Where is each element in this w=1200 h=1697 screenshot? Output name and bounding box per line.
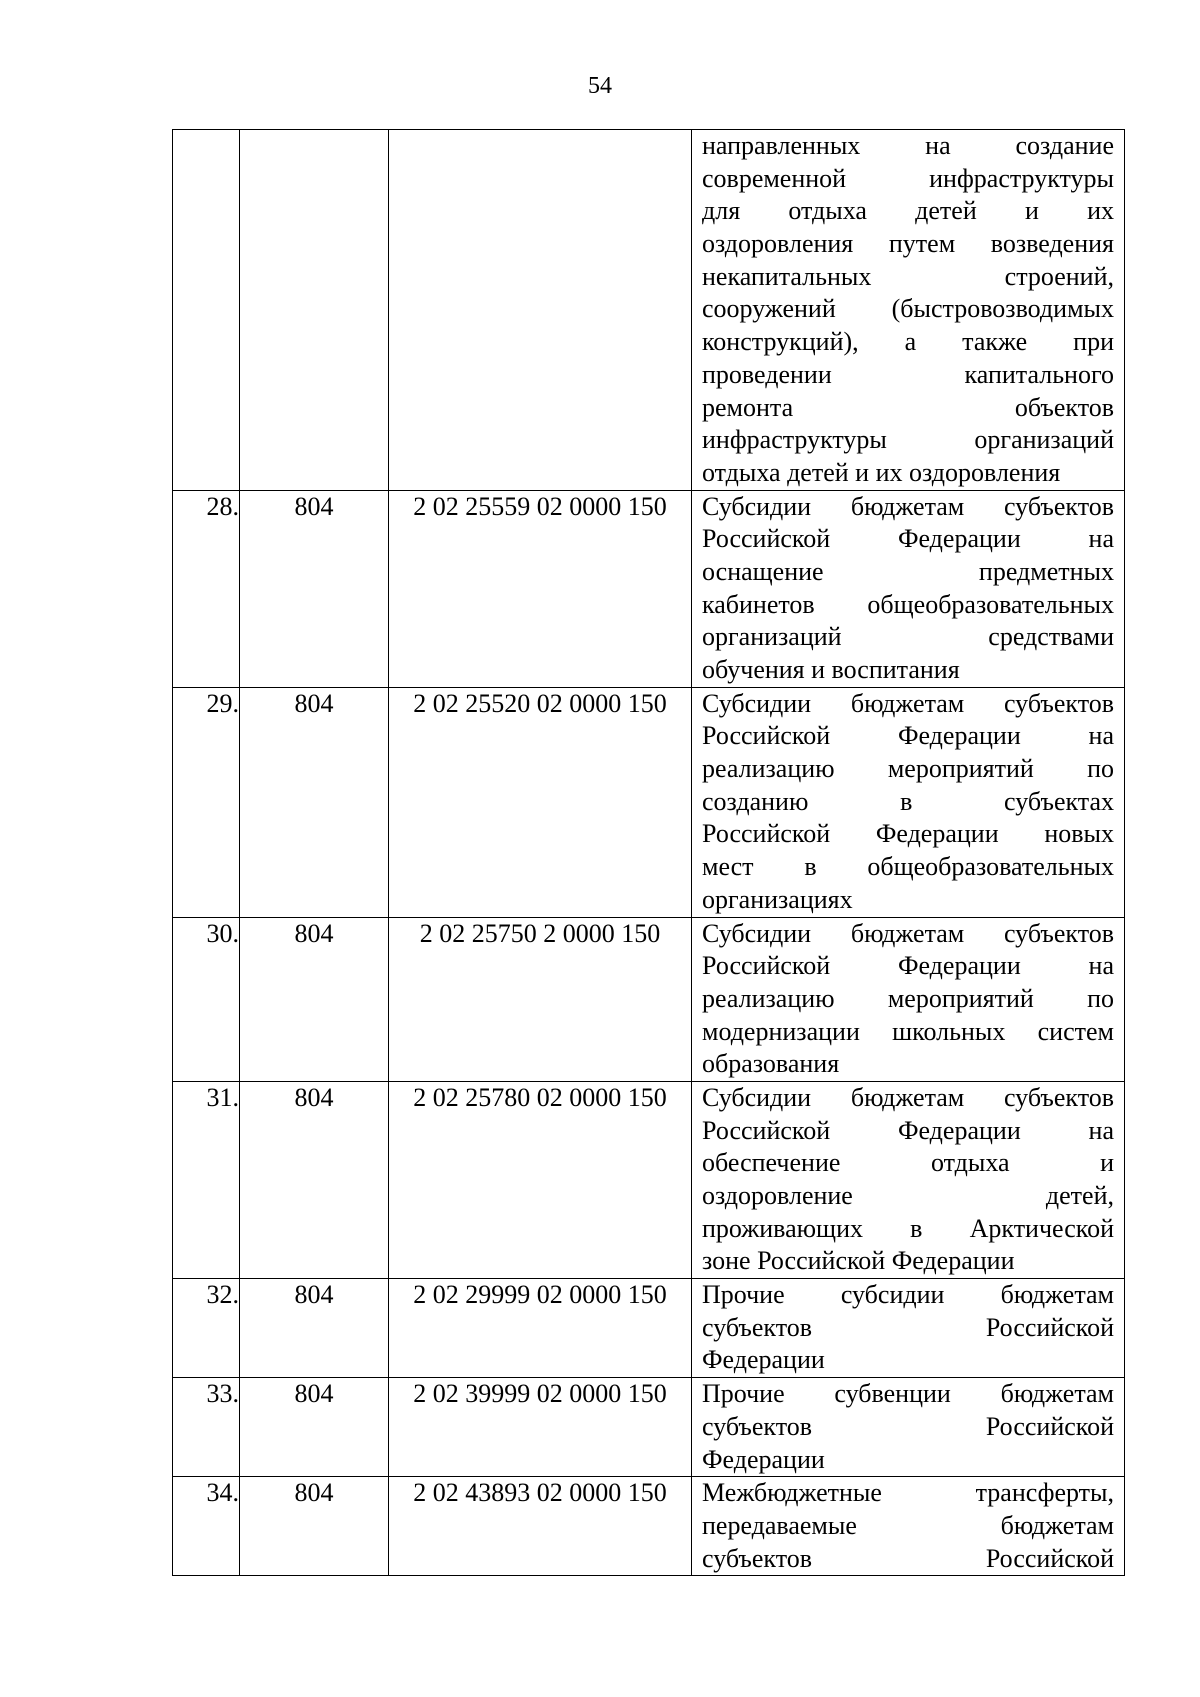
description-line: Прочие субсидии бюджетам — [702, 1280, 1114, 1310]
row-number-cell: 34. — [173, 1477, 240, 1576]
description-line: Федерации — [702, 1444, 825, 1474]
description-line: Субсидии бюджетам субъектов — [702, 491, 1114, 521]
description-line: реализацию мероприятий по — [702, 754, 1114, 784]
description-line: сооружений (быстровозводимых — [702, 294, 1114, 324]
description-line: организациях — [702, 884, 853, 914]
table-row — [173, 130, 1125, 491]
description-line: передаваемые бюджетам — [702, 1510, 1114, 1540]
description-line: Российской Федерации на — [702, 1115, 1114, 1145]
description-line: обучения и воспитания — [702, 655, 960, 684]
table-row — [173, 687, 1125, 917]
budget-code-cell: 2 02 25750 2 0000 150 — [389, 917, 692, 1081]
description-line: зоне Российской Федерации — [702, 1246, 1015, 1276]
admin-code-cell: 804 — [240, 490, 389, 687]
description-line: отдыха детей и их оздоровления — [702, 457, 1061, 487]
budget-code-cell: 2 02 25780 02 0000 150 — [389, 1081, 692, 1278]
budget-code-cell — [389, 130, 692, 491]
description-cell — [692, 1378, 1125, 1477]
table-row — [173, 490, 1125, 687]
admin-code-cell: 804 — [240, 1279, 389, 1378]
description-cell — [692, 130, 1125, 491]
description-line: оздоровления путем возведения — [702, 229, 1114, 259]
description-line: образования — [702, 1049, 840, 1079]
description-line: конструкций), а также при — [702, 327, 1114, 357]
table-row — [173, 1279, 1125, 1378]
description-line: обеспечение отдыха и — [702, 1148, 1114, 1178]
description-cell — [692, 687, 1125, 917]
description-line: кабинетов общеобразовательных — [702, 589, 1114, 619]
description-line: проведении капитального — [702, 359, 1114, 389]
description-line: ремонта объектов — [702, 392, 1114, 422]
row-number-cell: 30. — [173, 917, 240, 1081]
description-line: организаций средствами — [702, 622, 1114, 652]
description-line: Российской Федерации на — [702, 721, 1114, 751]
admin-code-cell: 804 — [240, 917, 389, 1081]
admin-code-cell: 804 — [240, 1081, 389, 1278]
description-line: Российской Федерации на — [702, 524, 1114, 554]
table-row — [173, 1378, 1125, 1477]
description-line: оздоровление детей, — [702, 1181, 1114, 1210]
description-line: Федерации — [702, 1345, 825, 1375]
description-line: инфраструктуры организаций — [702, 425, 1114, 455]
description-line: Прочие субвенции бюджетам — [702, 1379, 1114, 1409]
table-body — [173, 130, 1125, 1576]
budget-code-cell: 2 02 25520 02 0000 150 — [389, 687, 692, 917]
row-number-cell: 33. — [173, 1378, 240, 1477]
description-cell — [692, 1279, 1125, 1378]
budget-code-cell: 2 02 39999 02 0000 150 — [389, 1378, 692, 1477]
description-line: созданию в субъектах — [702, 786, 1114, 816]
description-line: мест в общеобразовательных — [702, 852, 1114, 882]
row-number-cell — [173, 130, 240, 491]
table-row — [173, 917, 1125, 1081]
row-number-cell: 32. — [173, 1279, 240, 1378]
budget-code-cell: 2 02 43893 02 0000 150 — [389, 1477, 692, 1576]
description-line: Субсидии бюджетам субъектов — [702, 688, 1114, 718]
description-cell — [692, 1081, 1125, 1278]
description-line: некапитальных строений, — [702, 261, 1114, 291]
description-line: для отдыха детей и их — [702, 196, 1114, 226]
description-cell — [692, 1477, 1125, 1576]
description-line: Российской Федерации на — [702, 951, 1114, 981]
description-line: реализацию мероприятий по — [702, 983, 1114, 1013]
table-row — [173, 1477, 1125, 1576]
admin-code-cell: 804 — [240, 1477, 389, 1576]
description-line: современной инфраструктуры — [702, 163, 1114, 193]
description-line: Субсидии бюджетам субъектов — [702, 918, 1114, 948]
admin-code-cell: 804 — [240, 1378, 389, 1477]
row-number-cell: 31. — [173, 1081, 240, 1278]
description-line: Межбюджетные трансферты, — [702, 1478, 1114, 1508]
description-line: оснащение предметных — [702, 556, 1114, 586]
budget-revenue-table — [172, 129, 1125, 1576]
description-line: Российской Федерации новых — [702, 819, 1114, 849]
admin-code-cell: 804 — [240, 687, 389, 917]
description-line: субъектов Российской — [702, 1411, 1114, 1441]
description-line: субъектов Российской — [702, 1543, 1114, 1573]
table-row — [173, 1081, 1125, 1278]
admin-code-cell — [240, 130, 389, 491]
description-cell — [692, 917, 1125, 1081]
budget-code-cell: 2 02 29999 02 0000 150 — [389, 1279, 692, 1378]
description-cell — [692, 490, 1125, 687]
row-number-cell: 29. — [173, 687, 240, 917]
description-line: проживающих в Арктической — [702, 1213, 1114, 1243]
description-line: субъектов Российской — [702, 1312, 1114, 1342]
row-number-cell: 28. — [173, 490, 240, 687]
description-line: направленных на создание — [702, 131, 1114, 160]
description-line: Субсидии бюджетам субъектов — [702, 1082, 1114, 1112]
description-line: модернизации школьных систем — [702, 1016, 1114, 1046]
page-number: 54 — [588, 73, 612, 99]
budget-code-cell: 2 02 25559 02 0000 150 — [389, 490, 692, 687]
